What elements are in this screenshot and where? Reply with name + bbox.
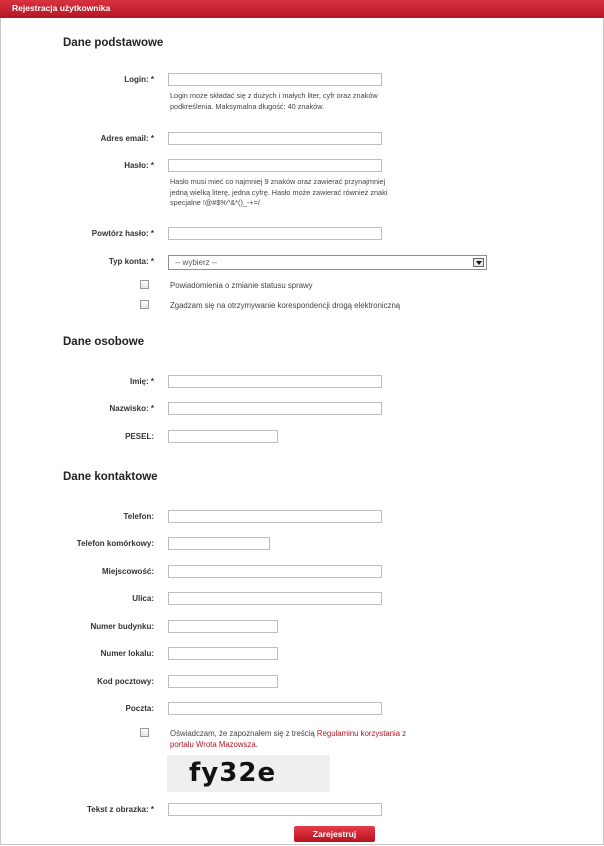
email-label: Adres email: * <box>100 134 154 143</box>
apartment-input[interactable] <box>168 647 278 660</box>
account-type-select[interactable] <box>168 255 487 270</box>
phone-label: Telefon: <box>123 512 154 521</box>
terms-label-text: Oświadczam, że zapoznałem się z treścią <box>170 729 317 738</box>
captcha-input[interactable] <box>168 803 382 816</box>
pesel-label: PESEL: <box>125 432 154 441</box>
password-input[interactable] <box>168 159 382 172</box>
password-repeat-label: Powtórz hasło: * <box>91 229 154 238</box>
window-titlebar <box>0 0 604 18</box>
city-input[interactable] <box>168 565 382 578</box>
account-type-value: -- wybierz -- <box>175 258 218 267</box>
first-name-label: Imię: * <box>129 377 154 386</box>
terms-link-line2[interactable]: portalu Wrota Mazowsza <box>170 740 256 749</box>
chevron-down-icon[interactable] <box>473 258 484 267</box>
correspondence-label: Zgadzam się na otrzymywanie korespondencji drogą elektroniczną <box>170 301 401 310</box>
terms-label <box>170 728 450 750</box>
street-input[interactable] <box>168 592 382 605</box>
first-name-input[interactable] <box>168 375 382 388</box>
mobile-input[interactable] <box>168 537 270 550</box>
notifications-label: Powiadomienia o zmianie statusu sprawy <box>170 281 313 290</box>
login-label: Login: * <box>124 75 154 84</box>
password-label: Hasło: * <box>124 161 154 170</box>
postal-input[interactable] <box>168 675 278 688</box>
city-label: Miejscowość: <box>101 567 154 576</box>
building-label: Numer budynku: <box>90 622 154 631</box>
register-button[interactable]: Zarejestruj <box>294 826 375 842</box>
account-type-label: Typ konta: * <box>108 257 154 266</box>
section-contact-title: Dane kontaktowe <box>63 471 158 483</box>
captcha-image <box>167 755 330 792</box>
post-office-input[interactable] <box>168 702 382 715</box>
email-input[interactable] <box>168 132 382 145</box>
section-personal-title: Dane osobowe <box>63 336 145 348</box>
phone-input[interactable] <box>168 510 382 523</box>
post-office-label: Poczta: <box>125 704 154 713</box>
last-name-input[interactable] <box>168 402 382 415</box>
password-repeat-input[interactable] <box>168 227 382 240</box>
section-basic-title: Dane podstawowe <box>63 37 164 49</box>
correspondence-checkbox[interactable] <box>140 300 149 309</box>
captcha-text: fy32e <box>189 758 277 788</box>
password-hint: Hasło musi mieć co najmniej 9 znaków oraz zawierać przynajmniej jedną wielką literę, jedna cyfrę. Hasło może zawierać również znaki specjalne !@#$%^&*()_-+=/ <box>170 177 388 207</box>
mobile-label: Telefon komórkowy: <box>76 539 154 548</box>
building-input[interactable] <box>168 620 278 633</box>
login-input[interactable] <box>168 73 382 86</box>
login-hint: Login może składać się z dużych i małych liter, cyfr oraz znaków podkreślenia. Maksymalna długość: 40 znaków. <box>170 91 378 111</box>
notifications-checkbox[interactable] <box>140 280 149 289</box>
apartment-label: Numer lokalu: <box>100 649 154 658</box>
captcha-label: Tekst z obrazka: * <box>87 805 154 814</box>
street-label: Ulica: <box>132 594 154 603</box>
postal-label: Kod pocztowy: <box>97 677 154 686</box>
pesel-input[interactable] <box>168 430 278 443</box>
terms-link[interactable]: Regulaminu korzystania z <box>316 729 407 738</box>
last-name-label: Nazwisko: * <box>109 404 154 413</box>
window-title: Rejestracja użytkownika <box>12 3 111 13</box>
terms-label-end: . <box>255 740 258 749</box>
terms-checkbox[interactable] <box>140 728 149 737</box>
